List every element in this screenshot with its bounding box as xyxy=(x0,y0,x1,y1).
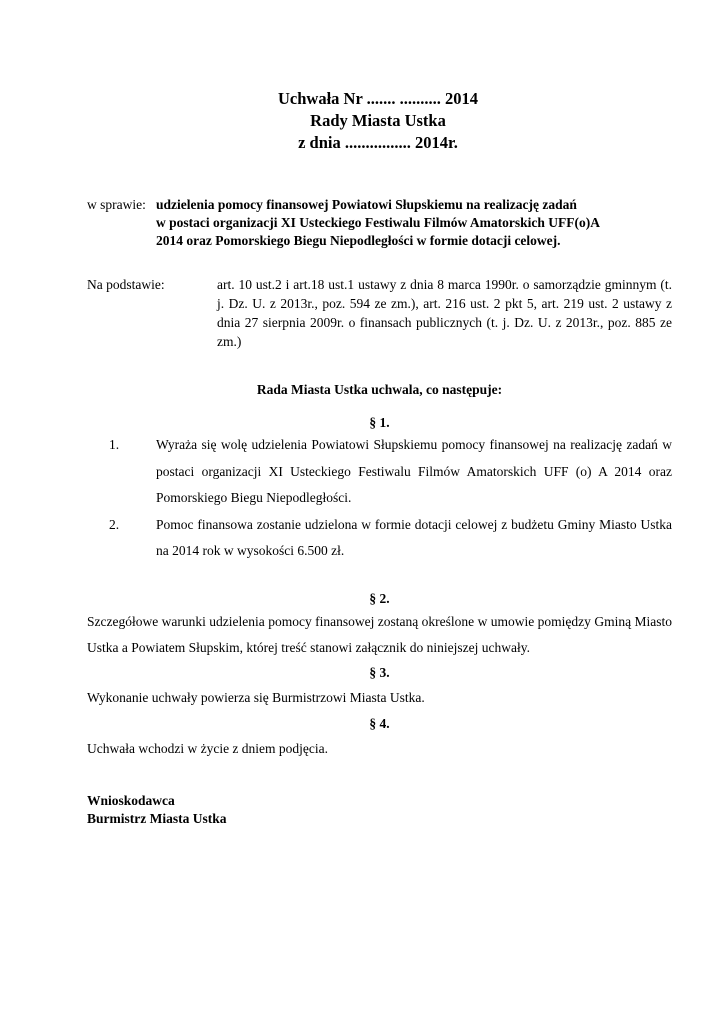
proposer-label: Wnioskodawca xyxy=(87,793,175,808)
section-2-text: Szczegółowe warunki udzielenia pomocy finansowej zostaną określone w umowie pomiędzy Gminą Miasto Ustka a Powiatem Słupskim, której treść stanowi załącznik do niniejszej uchwały. xyxy=(87,614,672,655)
subject-line: 2014 oraz Pomorskiego Biegu Niepodległości w formie dotacji celowej. xyxy=(156,233,561,248)
list-item-text: Wyraża się wolę udzielenia Powiatowi Słupskiemu pomocy finansowej na realizację zadań w postaci organizacji XI Usteckiego Festiwalu Filmów Amatorskich UFF (o) A 2014 oraz Pomorskiego Biegu Niepodległości. xyxy=(156,437,672,505)
list-item-number: 1. xyxy=(109,437,120,452)
section-4-heading: § 4. xyxy=(369,716,390,731)
council-name: Rady Miasta Ustka xyxy=(310,111,446,130)
section-2-heading: § 2. xyxy=(369,591,390,606)
signature-block xyxy=(87,792,226,828)
subject-line: w postaci organizacji XI Usteckiego Festiwalu Filmów Amatorskich UFF(o)A xyxy=(156,215,600,230)
section-1-list xyxy=(87,432,672,565)
list-item xyxy=(87,512,672,565)
legal-basis-text: art. 10 ust.2 i art.18 ust.1 ustawy z dnia 8 marca 1990r. o samorządzie gminnym (t. j. Dz. U. z 2013r., poz. 594 ze zm.), art. 216 ust. 2 pkt 5, art. 219 ust. 2 ustawy z dnia 27 sierpnia 2009r. o finansach publicznych (t. j. Dz. U. z 2013r., poz. 885 ze zm.) xyxy=(217,277,672,349)
legal-basis-label: Na podstawie: xyxy=(87,277,165,292)
list-item-text: Pomoc finansowa zostanie udzielona w formie dotacji celowej z budżetu Gminy Miasto Ustka na 2014 rok w wysokości 6.500 zł. xyxy=(156,516,672,558)
legal-basis-block xyxy=(87,275,672,351)
resolves-heading: Rada Miasta Ustka uchwala, co następuje: xyxy=(256,382,503,397)
proposer-name: Burmistrz Miasta Ustka xyxy=(87,811,227,826)
subject-block xyxy=(87,196,677,250)
section-3-heading: § 3. xyxy=(369,665,390,680)
subject-text xyxy=(87,196,677,250)
section-3-text: Wykonanie uchwały powierza się Burmistrzowi Miasta Ustka. xyxy=(87,690,425,705)
list-item-number: 2. xyxy=(109,516,120,532)
subject-label: w sprawie: xyxy=(87,197,146,212)
subject-line: udzielenia pomocy finansowej Powiatowi Słupskiemu na realizację zadań xyxy=(156,197,577,212)
list-item xyxy=(87,432,672,512)
resolution-number: Uchwała Nr ....... .......... 2014 xyxy=(278,89,478,108)
resolution-date: z dnia ................ 2014r. xyxy=(298,133,458,152)
section-1-heading: § 1. xyxy=(369,415,390,430)
section-4-text: Uchwała wchodzi w życie z dniem podjęcia. xyxy=(87,741,329,756)
